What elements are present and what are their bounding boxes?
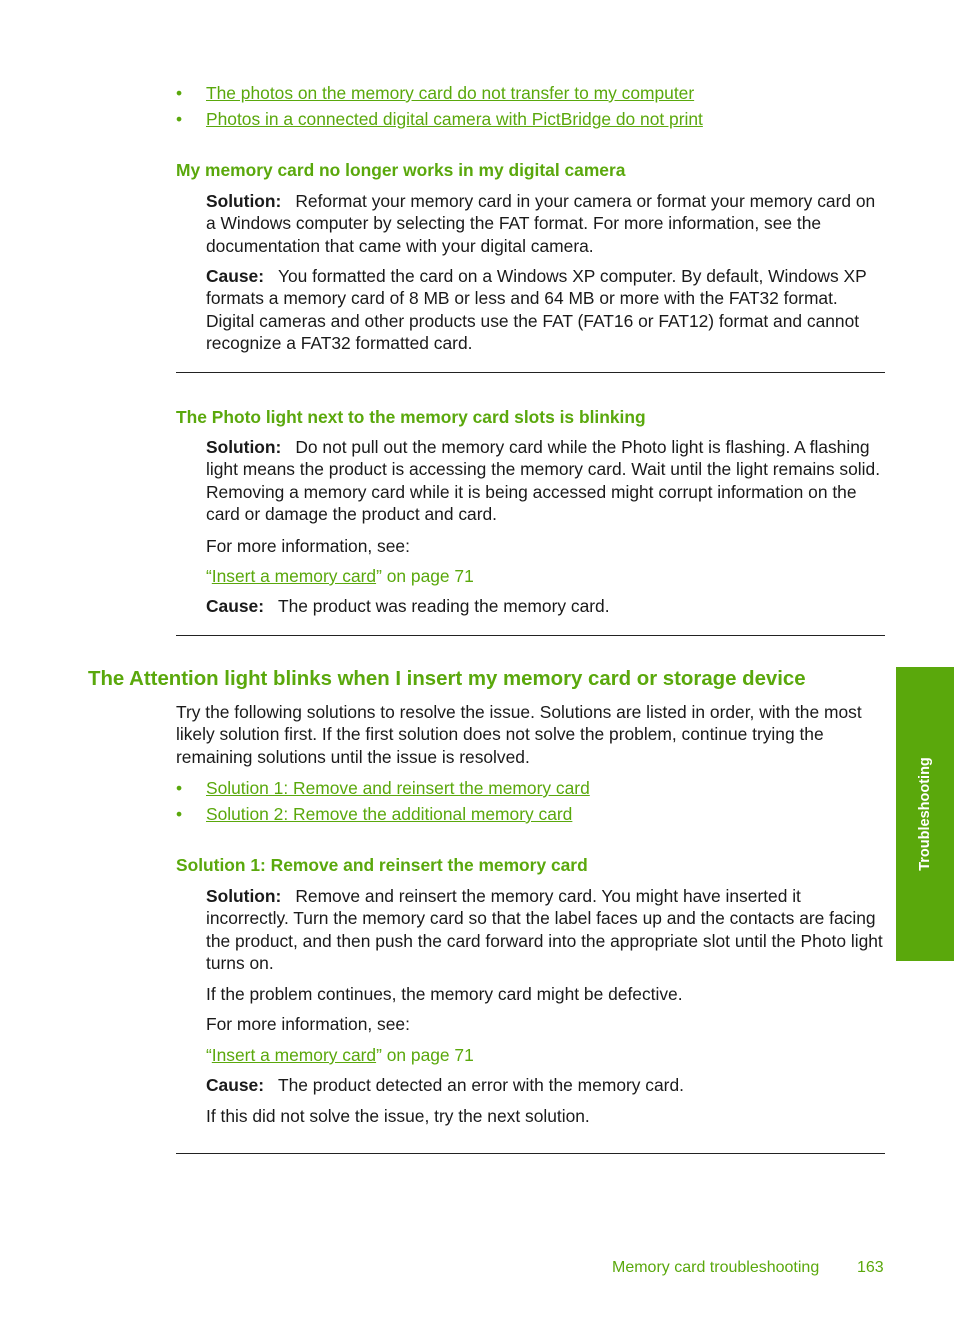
- topic-heading: The Attention light blinks when I insert my memory card or storage device: [88, 668, 806, 690]
- divider: [176, 1153, 885, 1154]
- bullet: •: [176, 804, 183, 824]
- link-solution-2[interactable]: Solution 2: Remove the additional memory card: [206, 804, 573, 824]
- cause-label: Cause:: [206, 1075, 264, 1095]
- intro-paragraph: Try the following solutions to resolve the issue. Solutions are listed in order, with the most likely solution first. If the first solution does not solve the problem, continue trying the remaining solutions until the issue is resolved.: [176, 702, 862, 767]
- xref-page: ” on page 71: [376, 1045, 474, 1065]
- link-photos-not-transfer[interactable]: The photos on the memory card do not transfer to my computer: [206, 83, 695, 103]
- link-insert-memory-card[interactable]: Insert a memory card: [211, 566, 377, 586]
- cause-paragraph: [206, 265, 886, 355]
- cause-text: The product detected an error with the memory card.: [278, 1075, 684, 1095]
- bullet: •: [176, 109, 183, 129]
- more-info-text: For more information, see:: [206, 536, 410, 556]
- link-insert-memory-card[interactable]: Insert a memory card: [211, 1045, 377, 1065]
- cause-text: You formatted the card on a Windows XP computer. By default, Windows XP formats a memory card of 8 MB or less and 64 MB or more with the FAT32 format. Digital cameras and other products use the FAT (FAT16 or FAT12) format and cannot recognize a FAT32 formatted card.: [206, 266, 867, 354]
- xref-page: ” on page 71: [376, 566, 474, 586]
- solution-text: Do not pull out the memory card while the Photo light is flashing. A flashing light means the product is accessing the memory card. Wait until the light remains solid. Removing a memory card while it is being accessed might corrupt information on the card or damage the product and card.: [206, 437, 881, 525]
- link-solution-1[interactable]: Solution 1: Remove and reinsert the memory card: [206, 778, 590, 798]
- section-heading: My memory card no longer works in my digital camera: [176, 160, 626, 180]
- xref-open-quote: “: [206, 566, 212, 586]
- xref-open-quote: “: [206, 1045, 212, 1065]
- bullet: •: [176, 778, 183, 798]
- bullet: •: [176, 83, 183, 103]
- solution-label: Solution:: [206, 886, 282, 906]
- defective-text: If the problem continues, the memory card might be defective.: [206, 984, 683, 1004]
- next-solution-text: If this did not solve the issue, try the next solution.: [206, 1106, 590, 1126]
- solution-paragraph: [206, 885, 886, 975]
- divider: [176, 372, 885, 373]
- sub-heading: Solution 1: Remove and reinsert the memory card: [176, 855, 588, 875]
- cause-paragraph: [206, 1074, 886, 1096]
- side-tab: [896, 667, 954, 961]
- section-heading: The Photo light next to the memory card slots is blinking: [176, 407, 646, 427]
- side-tab-label: Troubleshooting: [916, 757, 933, 871]
- cross-reference: [206, 1044, 474, 1066]
- solution-text: Remove and reinsert the memory card. You might have inserted it incorrectly. Turn the memory card so that the label faces up and the contacts are facing the product, and then push the card forward into the appropriate slot until the Photo light turns on.: [206, 886, 883, 974]
- solution-label: Solution:: [206, 191, 282, 211]
- more-info-text: For more information, see:: [206, 1014, 410, 1034]
- cross-reference: [206, 565, 474, 587]
- solution-label: Solution:: [206, 437, 282, 457]
- solution-paragraph: [206, 190, 886, 257]
- solution-text: Reformat your memory card in your camera or format your memory card on a Windows computer by selecting the FAT format. For more information, see the documentation that came with your digital camera.: [206, 191, 876, 256]
- cause-label: Cause:: [206, 596, 264, 616]
- link-pictbridge-not-print[interactable]: Photos in a connected digital camera with PictBridge do not print: [206, 109, 703, 129]
- divider: [176, 635, 885, 636]
- page-number: 163: [857, 1259, 884, 1276]
- cause-text: The product was reading the memory card.: [278, 596, 610, 616]
- footer-section-title: Memory card troubleshooting: [612, 1259, 820, 1276]
- solution-paragraph: [206, 436, 886, 526]
- cause-label: Cause:: [206, 266, 264, 286]
- cause-paragraph: [206, 595, 886, 617]
